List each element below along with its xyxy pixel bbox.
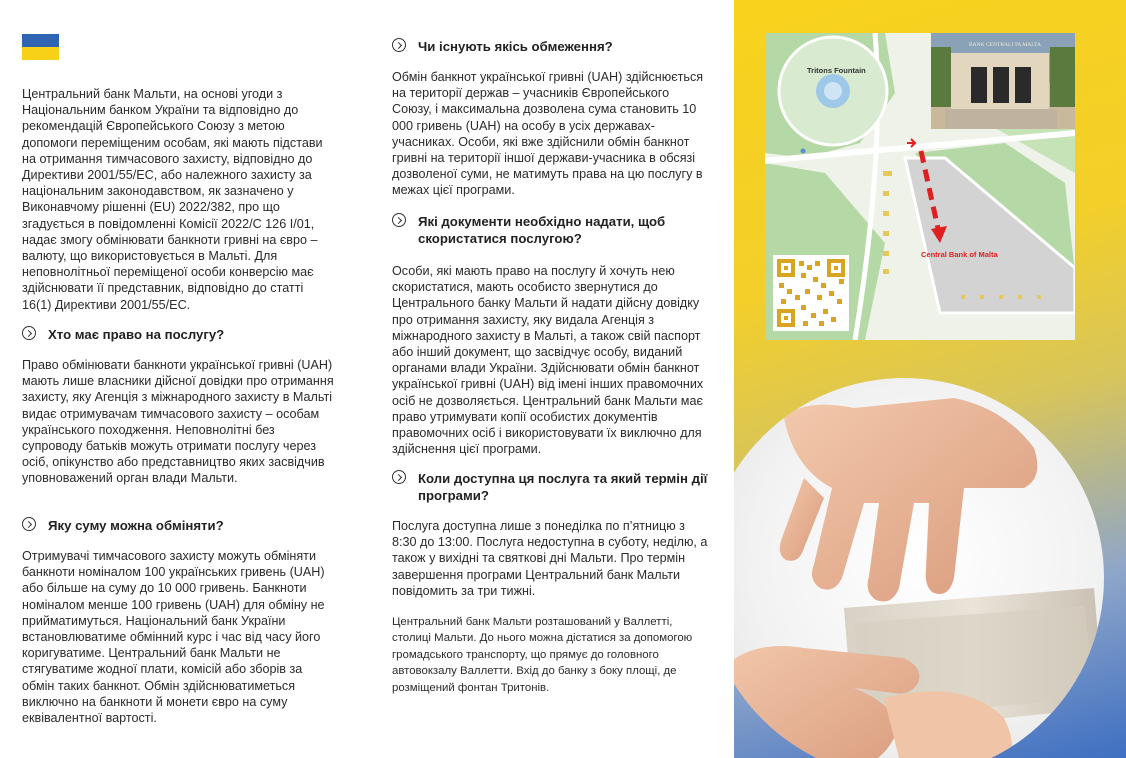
- chevron-right-icon: [392, 213, 406, 227]
- chevron-right-icon: [22, 326, 36, 340]
- section-heading-documents: Які документи необхідно надати, щоб скористатися послугою?: [392, 213, 738, 247]
- section-body-restrictions: Обмін банкнот української гривні (UAH) здійснюється на території держав – учасників Європейського Союзу, і максимальна дозволена сума становить 10 000 гривень (UAH) на особу в усіх державах-учасниках. Особи, які вже здійснили обмін банкнот гривні на території іншої держави-учасника в обсязі дозволеної суми, не матимуть права на цю послугу в межах цієї програми.: [392, 70, 704, 198]
- building-sign: BANK CENTRALI TA MALTA: [969, 42, 1041, 48]
- map-bank-label: Central Bank of Malta: [921, 250, 998, 259]
- map-graphic: [765, 33, 1075, 340]
- map-fountain-label: Tritons Fountain: [807, 66, 866, 75]
- section-body-schedule: Послуга доступна лише з понеділка по п’ятницю з 8:30 до 13:00. Послуга недоступна в суботу, неділю, а також у вихідні та святкові дні Мальти. Про термін завершення програми Центральний банк Мальти повідомить за три тижні.: [392, 519, 708, 598]
- section-heading-eligibility: Хто має право на послугу?: [22, 326, 360, 343]
- location-map: [765, 33, 1075, 340]
- ukraine-flag: [22, 34, 59, 60]
- chevron-right-icon: [392, 470, 406, 484]
- section-heading-amount: Яку суму можна обміняти?: [22, 517, 360, 534]
- section-body-eligibility: Право обмінювати банкноти української гривні (UAH) мають лише власники дійсної довідки про отримання захисту, яку Агенція з міжнародного захисту в Мальті видає отримувачам тимчасового захисту – особам українського походження. Неповнолітні без супроводу батьків можуть отримати послугу через осіб, опікунство або представництво яких засвідчив уповноважений орган влади Мальти.: [22, 358, 334, 486]
- chevron-right-icon: [22, 517, 36, 531]
- intro-paragraph: Центральний банк Мальти, на основі угоди з Національним банком України та відповідно до рекомендацій Європейського Союзу з метою допомоги переміщеним особам, які мають підстави на отримання тимчасового захисту, відповідно до Директиви 2001/55/ЕС, або належного захисту за національним законодавством, як зазначено у Виконавчому рішенні (EU) 2022/382, про що згадується в повідомленні Комісії 2022/C 126 I/01, надає змогу обмінювати банкноти гривні на євро – валюту, що використовується в Мальті. Для неповнолітньої переміщеної особи конверсію має здійснювати її представник, відповідно до статті 16(1) Директиви 2001/55/ЕС.: [22, 87, 323, 312]
- section-heading-schedule: Коли доступна ця послуга та який термін дії програми?: [392, 470, 738, 504]
- hands-illustration: [734, 378, 1104, 758]
- chevron-right-icon: [392, 38, 406, 52]
- location-note: Центральний банк Мальти розташований у Валлетті, столиці Мальти. До нього можна дістатися за допомогою громадського транспорту, що прямує до головного автовокзалу Валлетти. Вхід до банку з боку площі, де розміщений фонтан Тритонів.: [392, 616, 693, 694]
- section-body-documents: Особи, які мають право на послугу й хочуть нею скористатися, мають особисто звернутися до Центрального банку Мальти й надати дійсну довідку про отримання захисту, яку видала Агенція з міжнародного захисту в Мальті, а також свій паспорт або інший документ, що засвідчує особу, виданий органами влади України. Здійснювати обмін банкнот української гривні (UAH) від імені інших правомочних осіб не дозволяється. Центральний банк Мальти має право утримувати копії особистих документів правомочних осіб і використовувати їх виключно для здійснення цієї програми.: [392, 264, 704, 457]
- hands-banknotes-photo: [734, 378, 1104, 758]
- section-heading-restrictions: Чи існують якісь обмеження?: [392, 38, 738, 55]
- section-body-amount: Отримувачі тимчасового захисту можуть обміняти банкноти номіналом 100 українських гривень (UAH) або більше на суму до 10 000 гривень. Банкноти номіналом менше 100 гривень (UAH) для обміну не прийматимуться. Національний банк України встановлюватиме обмінний курс і час від часу його коригуватиме. Центральний банк Мальти не стягуватиме жодної плати, комісій або зборів за обмін таких банкнот. Обмін здійснюватиметься виключно на банкноти й монети євро на суму еквівалентної вартості.: [22, 549, 325, 726]
- right-panel: [734, 0, 1126, 758]
